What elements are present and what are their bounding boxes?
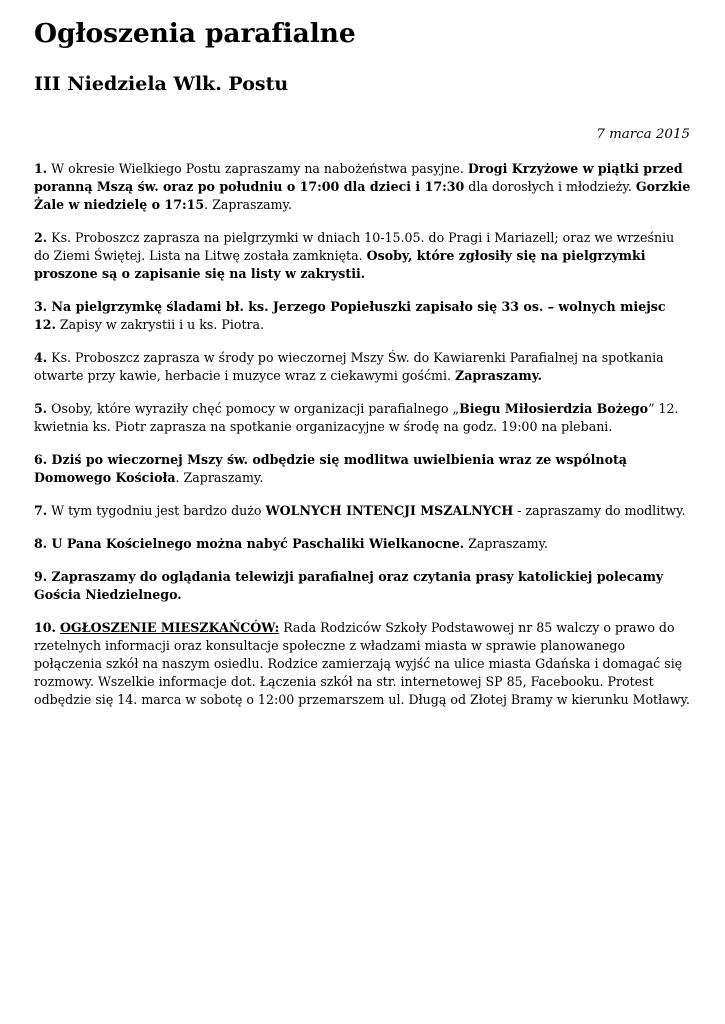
announcement-number: 6.: [34, 452, 48, 467]
announcement-item: [34, 619, 691, 709]
announcement-text: Zapraszamy do oglądania telewizji parafialnej oraz czytania prasy katolickiej polecamy Gościa Niedzielnego.: [34, 569, 664, 602]
announcements-list: [34, 160, 691, 724]
announcement-text: Ks. Proboszcz zaprasza w środy po wieczornej Mszy Św. do Kawiarenki Parafialnej na spotkania otwarte przy kawie, herbacie i muzyce wraz z ciekawymi gośćmi.: [34, 350, 664, 383]
document-date: 7 marca 2015: [596, 127, 690, 142]
announcement-item: [34, 160, 691, 214]
announcement-text: . Zapraszamy.: [175, 470, 264, 485]
announcement-text: U Pana Kościelnego można nabyć Paschaliki Wielkanocne.: [47, 536, 465, 551]
announcement-text: Zapraszamy.: [455, 368, 542, 383]
announcement-number: 10.: [34, 620, 56, 635]
announcement-item: [34, 451, 691, 487]
announcement-text: ” 12. kwietnia ks. Piotr zaprasza na spotkanie organizacyjne w środę na godz. 19:00 na plebani.: [34, 401, 679, 434]
announcement-text: Osoby, które wyraziły chęć pomocy w organizacji parafialnego „: [47, 401, 460, 416]
announcement-text: Zapraszamy.: [464, 536, 548, 551]
announcement-text: Biegu Miłosierdzia Bożego: [459, 401, 649, 416]
announcement-item: [34, 349, 691, 385]
announcement-text: W tym tygodniu jest bardzo dużo: [47, 503, 266, 518]
announcement-text: Dziś po wieczornej Mszy św. odbędzie się modlitwa uwielbienia wraz ze wspólnotą Domowego Kościoła: [34, 452, 627, 485]
announcement-text: W okresie Wielkiego Postu zapraszamy na nabożeństwa pasyjne.: [47, 161, 468, 176]
announcement-text: WOLNYCH INTENCJI MSZALNYCH: [265, 503, 514, 518]
announcement-text: Drogi Krzyżowe w piątki przed poranną Mszą św. oraz po południu o 17:00 dla dzieci i 17:30: [34, 161, 683, 194]
announcement-number: 1.: [34, 161, 48, 176]
announcement-number: 8.: [34, 536, 48, 551]
announcement-item: [34, 502, 691, 520]
announcement-item: [34, 229, 691, 283]
announcement-item: [34, 298, 691, 334]
announcement-text: Rada Rodziców Szkoły Podstawowej nr 85 walczy o prawo do rzetelnych informacji oraz konsultacje społeczne z władzami miasta w sprawie planowanego połączenia szkół na naszym osiedlu. Rodzice zamierzają wyjść na ulice miasta Gdańska i domagać się rozmowy. Wszelkie informacje dot. Łączenia szkół na str. internetowej SP 85, Facebooku. Protest odbędzie się 14. marca w sobotę o 12:00 przemarszem ul. Długą od Złotej Bramy w kierunku Motławy.: [34, 620, 690, 707]
page-title: Ogłoszenia parafialne: [34, 18, 356, 49]
announcement-number: 4.: [34, 350, 48, 365]
announcement-number: 2.: [34, 230, 48, 245]
announcement-text: Osoby, które zgłosiły się na pielgrzymki proszone są o zapisanie się na listy w zakrystii.: [34, 248, 646, 281]
announcement-number: 3.: [34, 299, 48, 314]
announcement-text: Na pielgrzymkę śladami bł. ks. Jerzego Popiełuszki zapisało się 33 os. – wolnych miejsc 12.: [34, 299, 666, 332]
announcement-number: 7.: [34, 503, 48, 518]
announcement-item: [34, 400, 691, 436]
announcement-text: dla dorosłych i młodzieży.: [464, 179, 636, 194]
page-subtitle: III Niedziela Wlk. Postu: [34, 73, 289, 95]
announcement-text: OGŁOSZENIE MIESZKAŃCÓW:: [59, 620, 280, 635]
announcement-text: - zapraszamy do modlitwy.: [513, 503, 686, 518]
announcement-text: Ks. Proboszcz zaprasza na pielgrzymki w dniach 10-15.05. do Pragi i Mariazell; oraz we wrześniu do Ziemi Świętej. Lista na Litwę została zamknięta.: [34, 230, 675, 263]
announcement-item: [34, 568, 691, 604]
announcement-text: . Zapraszamy.: [204, 197, 292, 212]
announcement-text: Zapisy w zakrystii i u ks. Piotra.: [55, 317, 265, 332]
announcement-item: [34, 535, 691, 553]
announcement-number: 9.: [34, 569, 48, 584]
announcement-number: 5.: [34, 401, 48, 416]
announcement-text: Gorzkie Żale w niedzielę o 17:15: [34, 179, 691, 212]
